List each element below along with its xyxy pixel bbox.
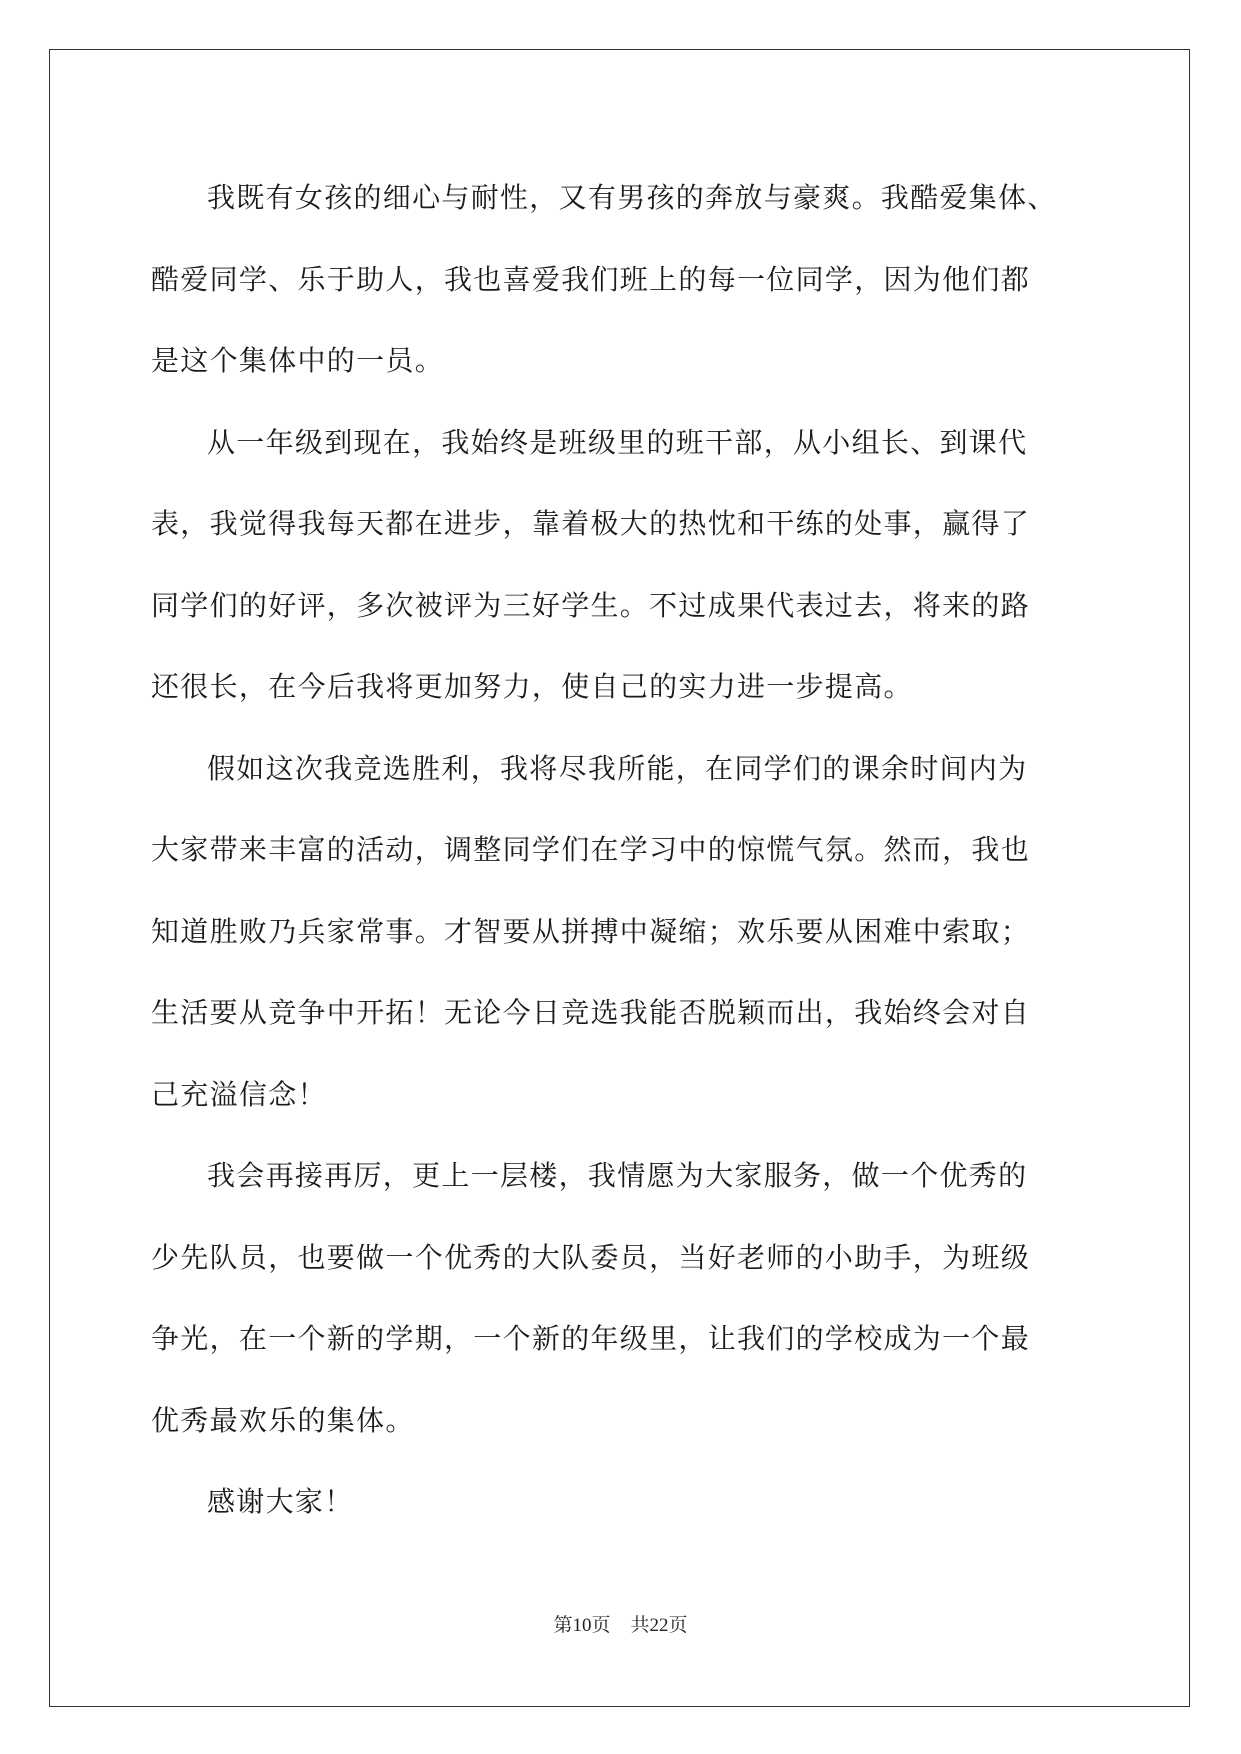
text-line: 感谢大家！ xyxy=(207,1485,354,1518)
text-line: 己充溢信念！ xyxy=(151,1077,327,1111)
page-footer xyxy=(0,1610,1241,1637)
paragraph xyxy=(151,402,1091,728)
paragraph xyxy=(151,1135,1091,1461)
text-line: 生活要从竞争中开拓！无论今日竞选我能否脱颖而出，我始终会对自 xyxy=(151,996,1031,1029)
text-line: 少先队员，也要做一个优秀的大队委员，当好老师的小助手，为班级 xyxy=(151,1240,1031,1274)
current-page-number: 第10页 xyxy=(553,1615,611,1636)
text-line: 是这个集体中的一员。 xyxy=(151,344,445,377)
text-line: 同学们的好评，多次被评为三好学生。不过成果代表过去，将来的路 xyxy=(151,588,1031,622)
text-line: 优秀最欢乐的集体。 xyxy=(151,1403,415,1437)
paragraph xyxy=(151,157,1091,402)
text-line: 表，我觉得我每天都在进步，靠着极大的热忱和干练的处事，赢得了 xyxy=(151,507,1031,540)
paragraph xyxy=(151,728,1091,1136)
text-line: 我既有女孩的细心与耐性，又有男孩的奔放与豪爽。我酷爱集体、 xyxy=(207,181,1057,214)
text-line: 争光，在一个新的学期，一个新的年级里，让我们的学校成为一个最 xyxy=(151,1322,1031,1355)
total-page-count: 共22页 xyxy=(630,1615,688,1636)
paragraph xyxy=(151,1461,1091,1543)
text-line: 我会再接再厉，更上一层楼，我情愿为大家服务，做一个优秀的 xyxy=(207,1159,1028,1192)
text-line: 知道胜败乃兵家常事。才智要从拼搏中凝缩；欢乐要从困难中索取； xyxy=(151,914,1031,948)
text-line: 从一年级到现在，我始终是班级里的班干部，从小组长、到课代 xyxy=(207,425,1028,459)
document-body xyxy=(151,157,1091,1543)
text-line: 大家带来丰富的活动，调整同学们在学习中的惊慌气氛。然而，我也 xyxy=(151,833,1031,866)
text-line: 酷爱同学、乐于助人，我也喜爱我们班上的每一位同学，因为他们都 xyxy=(151,262,1031,296)
text-line: 假如这次我竞选胜利，我将尽我所能，在同学们的课余时间内为 xyxy=(207,751,1028,785)
text-line: 还很长，在今后我将更加努力，使自己的实力进一步提高。 xyxy=(151,670,913,703)
